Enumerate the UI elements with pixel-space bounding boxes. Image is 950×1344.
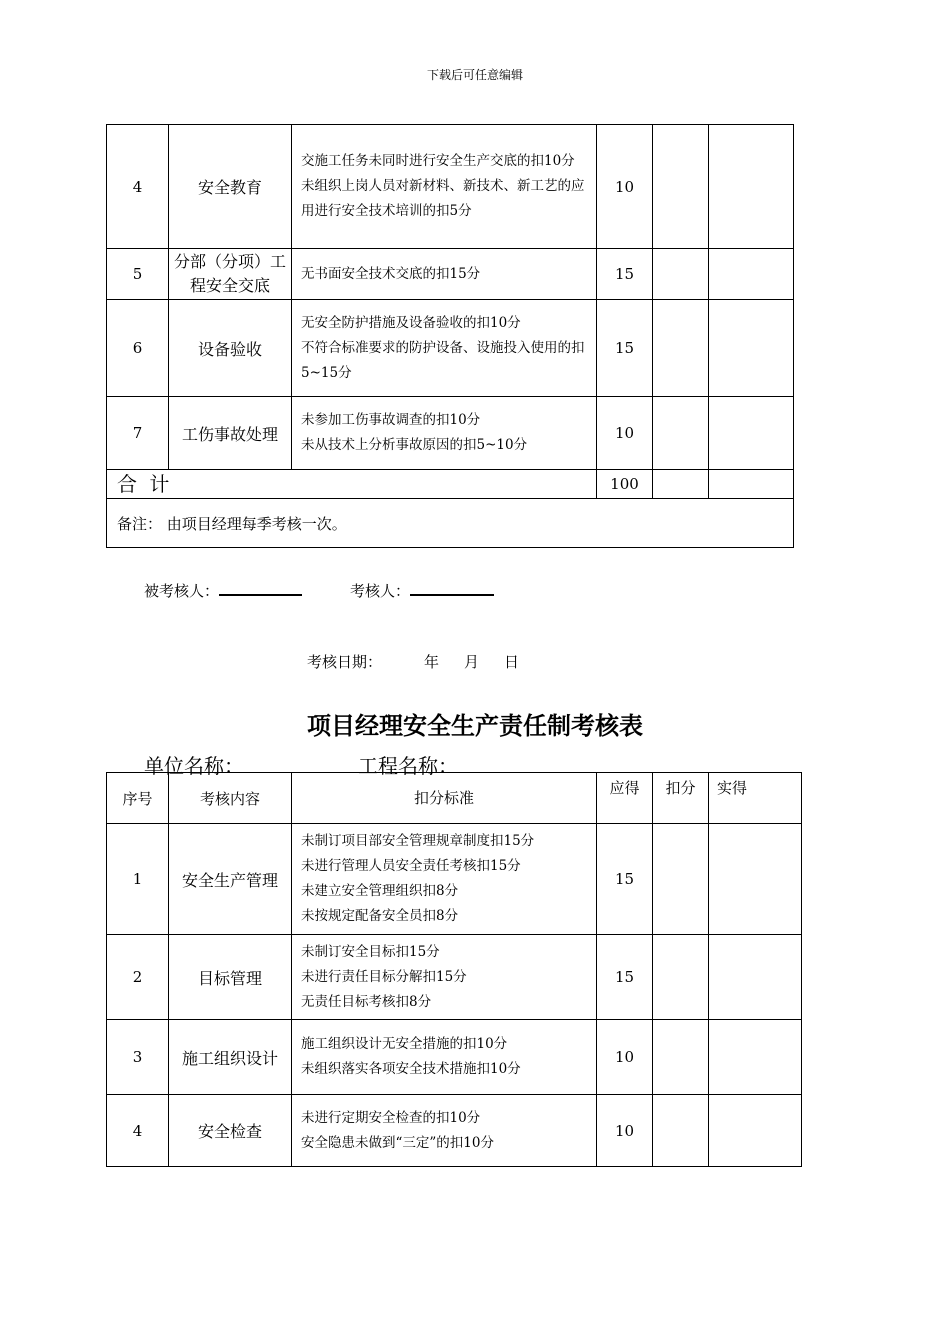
row-score: 15 [597, 300, 653, 397]
row-item: 安全检查 [169, 1095, 292, 1167]
row-rules [292, 249, 597, 300]
remark-row [107, 499, 794, 548]
rule-line: 未制订项目部安全管理规章制度扣15分 [301, 833, 535, 849]
row-score: 15 [597, 824, 653, 935]
table-row [107, 397, 794, 470]
row-number: 1 [107, 824, 169, 935]
row-deduct-cell [653, 249, 709, 300]
total-actual-cell [709, 470, 794, 499]
row-number: 2 [107, 935, 169, 1020]
row-actual-cell [709, 935, 802, 1020]
row-score: 10 [597, 125, 653, 249]
assessment-table [106, 772, 802, 1167]
unit-project-line [144, 748, 570, 778]
row-rules [292, 300, 597, 397]
rule-line: 未按规定配备安全员扣8分 [301, 908, 459, 924]
row-actual-cell [709, 1020, 802, 1095]
row-score: 10 [597, 397, 653, 470]
row-actual-cell [709, 300, 794, 397]
row-item: 工伤事故处理 [169, 397, 292, 470]
row-rules [292, 824, 597, 935]
rule-line: 不符合标准要求的防护设备、设施投入使用的扣5~15分 [301, 339, 585, 381]
header-deduct: 扣分 [653, 773, 709, 824]
rule-line: 施工组织设计无安全措施的扣10分 [301, 1036, 508, 1052]
rule-line: 无安全防护措施及设备验收的扣10分 [301, 314, 521, 331]
row-deduct-cell [653, 397, 709, 470]
rule-line: 安全隐患未做到“三定”的扣10分 [301, 1134, 494, 1151]
project-label: 工程名称： [358, 754, 458, 778]
unit-blank[interactable] [244, 748, 358, 773]
row-score: 15 [597, 935, 653, 1020]
header-item: 考核内容 [169, 773, 292, 824]
total-score: 100 [597, 470, 653, 499]
row-number: 6 [107, 300, 169, 397]
header-no: 序号 [107, 773, 169, 824]
rule-line: 无责任目标考核扣8分 [301, 993, 432, 1010]
row-item: 目标管理 [169, 935, 292, 1020]
row-deduct-cell [653, 125, 709, 249]
total-label: 合 计 [107, 470, 597, 499]
row-score: 15 [597, 249, 653, 300]
row-number: 4 [107, 125, 169, 249]
rule-line: 交施工任务未同时进行安全生产交底的扣10分 [301, 153, 575, 169]
row-rules [292, 1020, 597, 1095]
examiner-signature [350, 577, 494, 601]
header-rule: 扣分标准 [292, 773, 597, 824]
row-number: 4 [107, 1095, 169, 1167]
rule-line: 未从技术上分析事故原因的扣5~10分 [301, 437, 528, 453]
remark-text: 备注： 由项目经理每季考核一次。 [107, 499, 794, 548]
examiner-label: 考核人： [350, 582, 411, 600]
row-number: 7 [107, 397, 169, 470]
row-deduct-cell [653, 300, 709, 397]
assessment-date [307, 651, 544, 672]
table-row [107, 1020, 802, 1095]
row-rules [292, 125, 597, 249]
examinee-signature [144, 577, 302, 601]
row-actual-cell [709, 249, 794, 300]
row-item: 设备验收 [169, 300, 292, 397]
date-day: 日 [504, 653, 520, 671]
date-label: 考核日期： [307, 653, 383, 671]
rule-line: 未进行管理人员安全责任考核扣15分 [301, 858, 521, 874]
row-actual-cell [709, 397, 794, 470]
table-row [107, 300, 794, 397]
row-item: 施工组织设计 [169, 1020, 292, 1095]
row-score: 10 [597, 1095, 653, 1167]
date-year: 年 [424, 653, 440, 671]
rule-line: 未参加工伤事故调查的扣10分 [301, 412, 481, 428]
table-row [107, 935, 802, 1020]
total-row [107, 470, 794, 499]
rule-line: 未进行定期安全检查的扣10分 [301, 1109, 481, 1126]
project-blank[interactable] [458, 748, 570, 773]
form-title: 项目经理安全生产责任制考核表 [307, 711, 643, 740]
row-actual-cell [709, 1095, 802, 1167]
row-item: 安全生产管理 [169, 824, 292, 935]
row-actual-cell [709, 824, 802, 935]
row-rules [292, 1095, 597, 1167]
header-actual: 实得 [709, 773, 802, 824]
row-item: 分部（分项）工程安全交底 [169, 249, 292, 300]
table-row [107, 249, 794, 300]
assessment-table-continued [106, 124, 794, 548]
table-row [107, 824, 802, 935]
examinee-blank[interactable] [219, 577, 302, 596]
rule-line: 无书面安全技术交底的扣15分 [301, 265, 481, 282]
row-deduct-cell [653, 824, 709, 935]
rule-line: 未制订安全目标扣15分 [301, 943, 440, 960]
row-item: 安全教育 [169, 125, 292, 249]
header-score: 应得 [597, 773, 653, 824]
total-deduct-cell [653, 470, 709, 499]
row-deduct-cell [653, 1095, 709, 1167]
row-rules [292, 935, 597, 1020]
table-header-row [107, 773, 802, 824]
rule-line: 未建立安全管理组织扣8分 [301, 883, 459, 899]
table-row [107, 125, 794, 249]
row-score: 10 [597, 1020, 653, 1095]
date-month: 月 [464, 653, 480, 671]
row-deduct-cell [653, 935, 709, 1020]
row-actual-cell [709, 125, 794, 249]
table-row [107, 1095, 802, 1167]
row-number: 3 [107, 1020, 169, 1095]
rule-line: 未组织落实各项安全技术措施扣10分 [301, 1061, 521, 1077]
examiner-blank[interactable] [410, 577, 494, 596]
row-number: 5 [107, 249, 169, 300]
examinee-label: 被考核人： [144, 582, 220, 600]
rule-line: 未进行责任目标分解扣15分 [301, 968, 467, 985]
rule-line: 未组织上岗人员对新材料、新技术、新工艺的应用进行安全技术培训的扣5分 [301, 178, 585, 219]
row-rules [292, 397, 597, 470]
row-deduct-cell [653, 1020, 709, 1095]
unit-label: 单位名称： [144, 754, 244, 778]
page-header-note: 下载后可任意编辑 [426, 68, 523, 82]
